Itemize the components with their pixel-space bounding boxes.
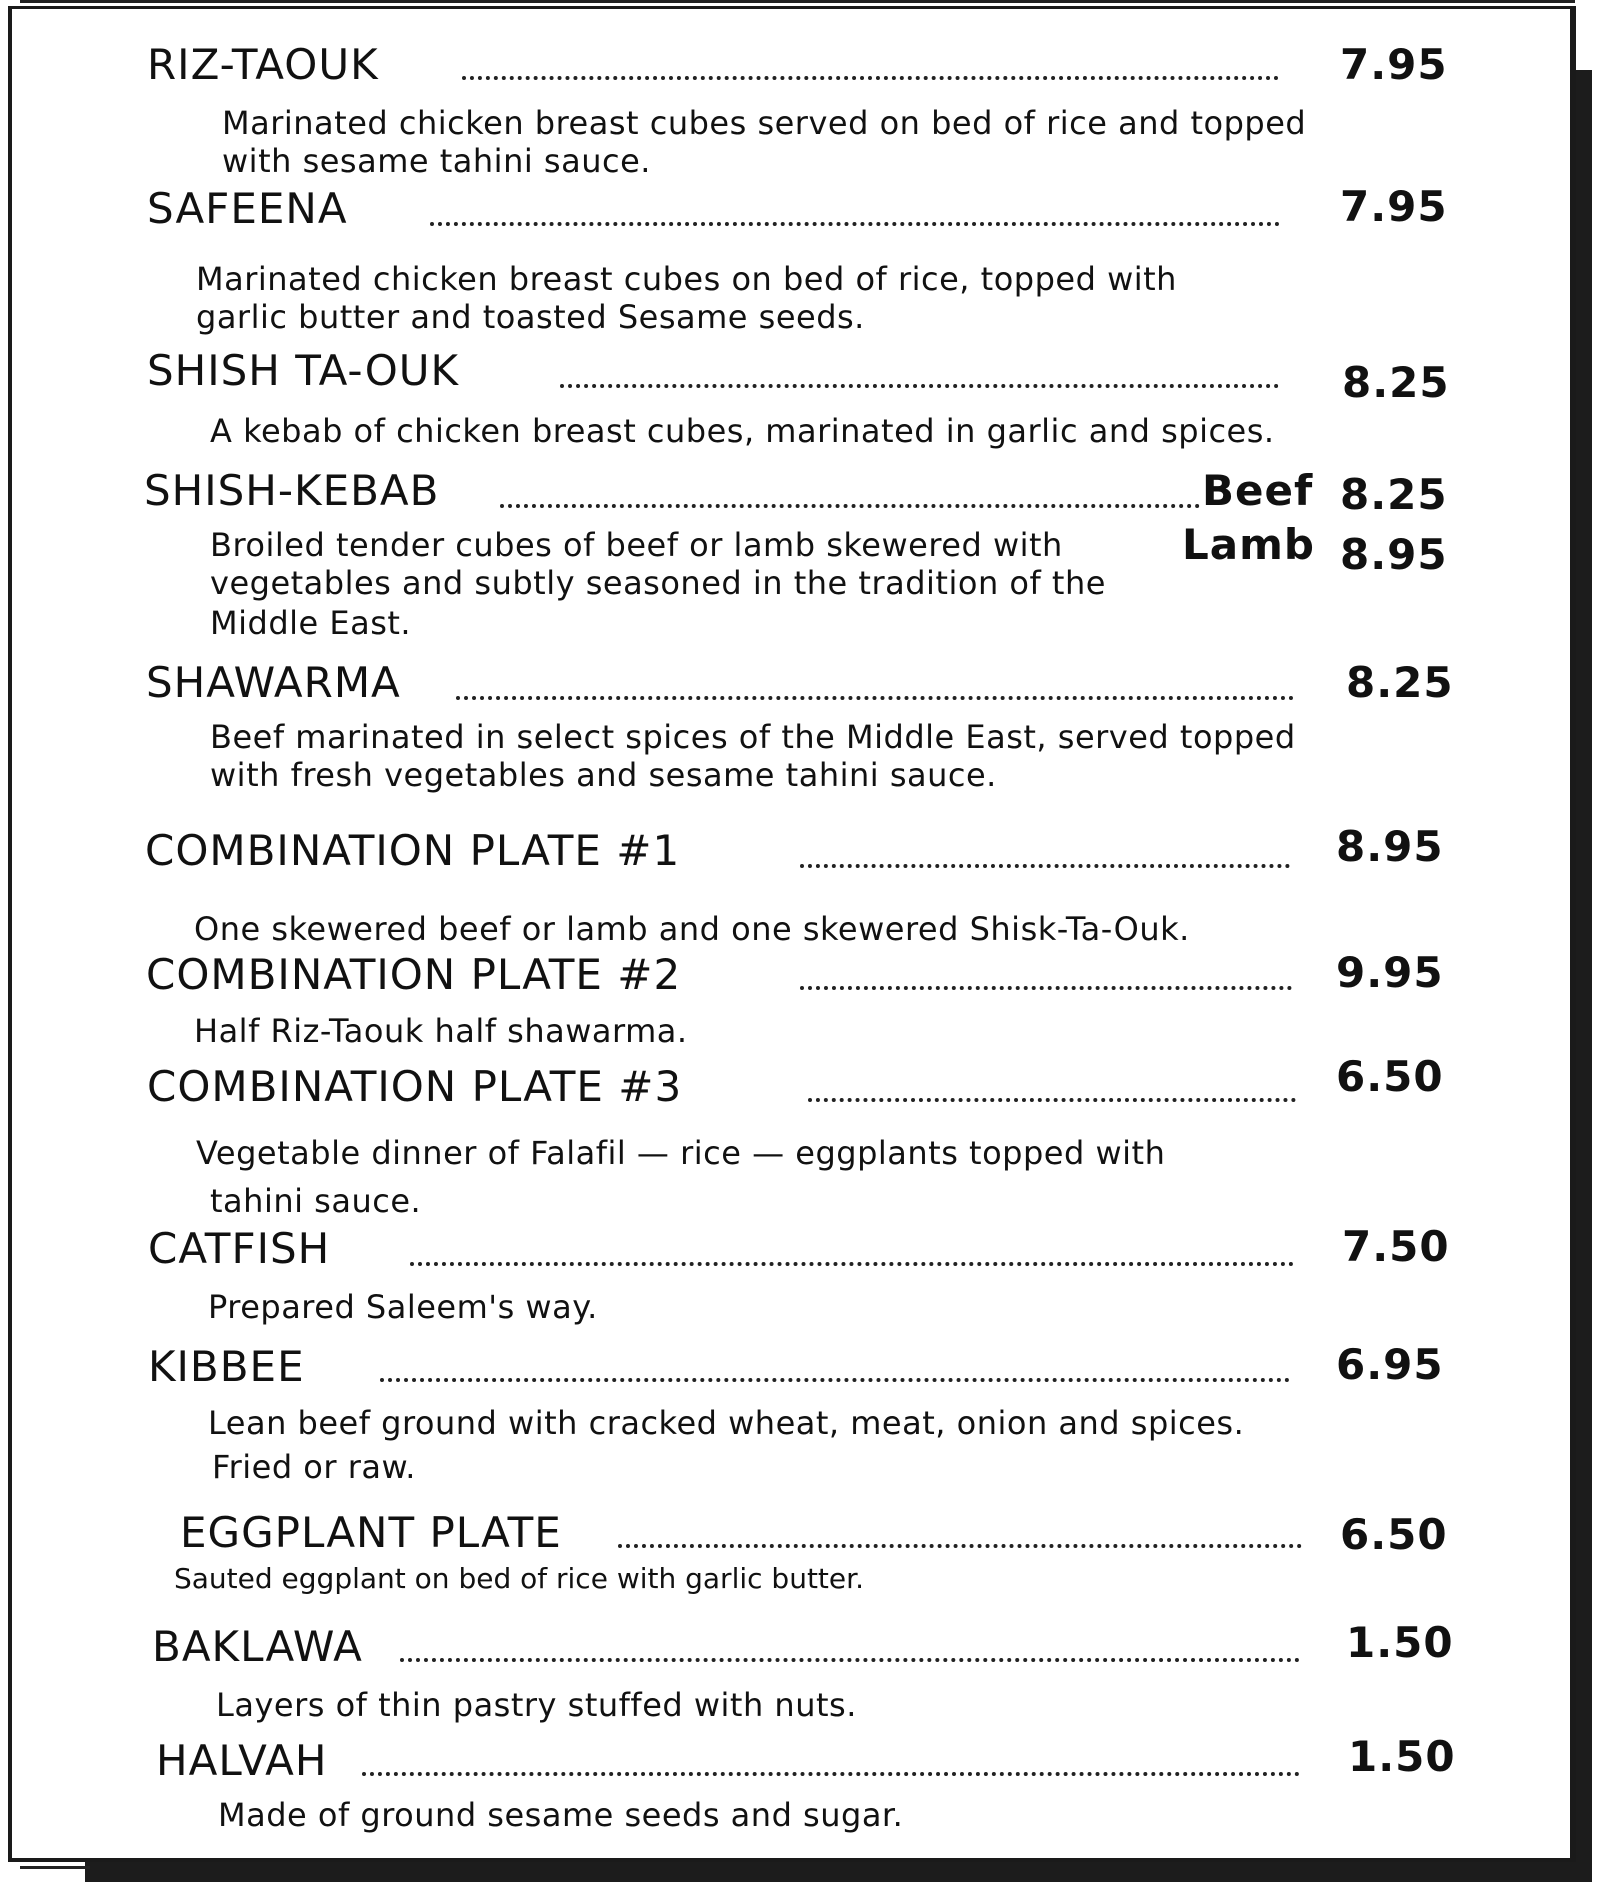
item-price: 8.95 — [1336, 822, 1444, 871]
item-description: Fried or raw. — [212, 1448, 416, 1486]
item-name: COMBINATION PLATE #3 — [147, 1062, 683, 1111]
item-description: vegetables and subtly seasoned in the tradition of the — [210, 564, 1106, 602]
dotted-leader — [410, 1262, 1294, 1266]
item-description: tahini sauce. — [210, 1182, 422, 1220]
item-price: 7.95 — [1340, 40, 1448, 89]
item-description: Lean beef ground with cracked wheat, meat, onion and spices. — [208, 1404, 1245, 1442]
item-price: 7.95 — [1340, 182, 1448, 231]
dotted-leader — [500, 504, 1200, 508]
dotted-leader — [362, 1772, 1300, 1776]
item-description: Prepared Saleem's way. — [208, 1288, 598, 1326]
dotted-leader — [800, 864, 1290, 868]
item-name: KIBBEE — [148, 1342, 305, 1391]
item-description: Made of ground sesame seeds and sugar. — [218, 1796, 904, 1834]
dotted-leader — [800, 986, 1292, 990]
item-description: Layers of thin pastry stuffed with nuts. — [216, 1686, 857, 1724]
dotted-leader — [462, 76, 1279, 80]
item-description: Middle East. — [210, 604, 412, 642]
dotted-leader — [618, 1544, 1302, 1548]
item-description: One skewered beef or lamb and one skewered Shisk-Ta-Ouk. — [194, 910, 1190, 948]
frame-shadow-right — [1576, 70, 1592, 1882]
item-description: Vegetable dinner of Falafil — rice — eggplants topped with — [196, 1134, 1166, 1172]
item-name: SHAWARMA — [146, 658, 401, 707]
item-description: Broiled tender cubes of beef or lamb skewered with — [210, 526, 1063, 564]
item-price: 6.50 — [1340, 1510, 1448, 1559]
item-price: 6.50 — [1336, 1052, 1444, 1101]
item-description: Marinated chicken breast cubes served on bed of rice and topped — [222, 104, 1307, 142]
item-price: 8.25 — [1346, 658, 1454, 707]
item-name: HALVAH — [156, 1736, 328, 1785]
item-price: 1.50 — [1348, 1732, 1456, 1781]
frame-shadow-bottom — [85, 1862, 1592, 1882]
item-name: EGGPLANT PLATE — [180, 1508, 562, 1557]
item-name: RIZ-TAOUK — [147, 40, 379, 89]
dotted-leader — [430, 222, 1280, 226]
item-description: garlic butter and toasted Sesame seeds. — [196, 298, 865, 336]
item-name: SAFEENA — [147, 184, 348, 233]
item-name: CATFISH — [148, 1224, 331, 1273]
item-description: with sesame tahini sauce. — [222, 142, 651, 180]
dotted-leader — [400, 1658, 1300, 1662]
item-price: 8.95 — [1340, 530, 1448, 579]
item-name: BAKLAWA — [152, 1622, 363, 1671]
item-price: 8.25 — [1342, 358, 1450, 407]
item-description: Beef marinated in select spices of the Middle East, served topped — [210, 718, 1296, 756]
item-name: COMBINATION PLATE #2 — [146, 950, 682, 999]
dotted-leader — [380, 1378, 1290, 1382]
item-name: SHISH-KEBAB — [144, 466, 440, 515]
item-price: 6.95 — [1336, 1340, 1444, 1389]
item-description: Half Riz-Taouk half shawarma. — [194, 1012, 688, 1050]
dotted-leader — [808, 1098, 1296, 1102]
item-description: with fresh vegetables and sesame tahini sauce. — [210, 756, 997, 794]
dotted-leader — [456, 696, 1294, 700]
item-price: 8.25 — [1340, 470, 1448, 519]
item-name: SHISH TA-OUK — [147, 346, 460, 395]
item-price: 1.50 — [1346, 1618, 1454, 1667]
item-variant-label: Beef — [1202, 466, 1314, 515]
item-price: 9.95 — [1336, 948, 1444, 997]
item-variant-label: Lamb — [1182, 520, 1315, 569]
item-name: COMBINATION PLATE #1 — [145, 826, 681, 875]
item-description: A kebab of chicken breast cubes, marinated in garlic and spices. — [210, 412, 1275, 450]
top-rule — [20, 0, 1575, 3]
bottom-rule — [20, 1866, 90, 1869]
item-price: 7.50 — [1342, 1222, 1450, 1271]
dotted-leader — [560, 384, 1279, 388]
item-description: Sauted eggplant on bed of rice with garlic butter. — [174, 1562, 864, 1595]
item-description: Marinated chicken breast cubes on bed of rice, topped with — [196, 260, 1177, 298]
